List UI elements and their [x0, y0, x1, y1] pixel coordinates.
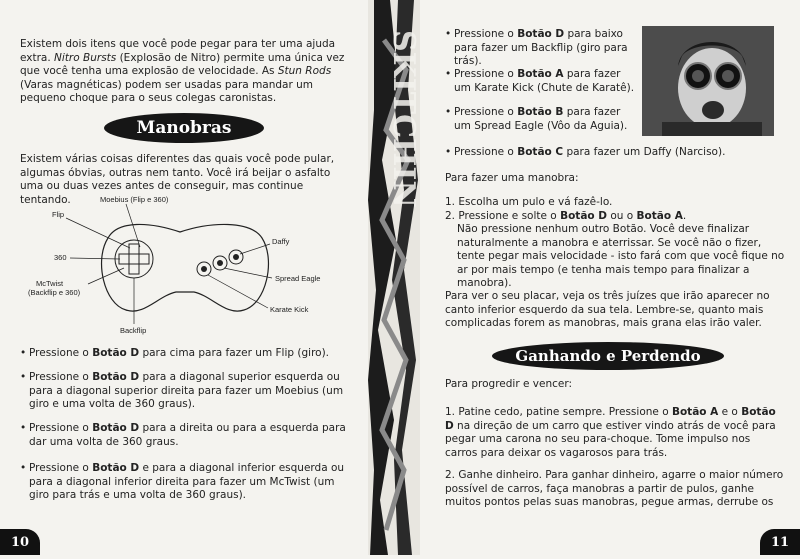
left-page — [0, 0, 368, 555]
left-bullet-3: • Pressione o Botão D para a direita ou para a esquerda para dar uma volta de 360 graus. — [20, 422, 346, 448]
label-mctwist-sub: (Backflip e 360) — [28, 288, 81, 297]
page-number-right: 11 — [760, 529, 800, 555]
label-karate-kick: Karate Kick — [270, 305, 309, 314]
right-bullet-1: • Pressione o Botão D para baixo para fazer um Backflip (giro para trás). — [445, 28, 628, 67]
win-item-2: 2. Ganhe dinheiro. Para ganhar dinheiro, agarre o maior número possível de carros, faça manobras a partir de pulos, ganhe muitos pontos pelas suas manobras, pegue armas, derrube os — [445, 469, 784, 508]
dpad-icon — [115, 240, 153, 278]
controller-body — [102, 224, 269, 311]
face-buttons — [197, 250, 243, 276]
intro-paragraph: Existem dois itens que você pode pegar para ter uma ajuda extra. Nitro Bursts (Explosão de Nitro) permite uma única vez que você tenha uma explosão de velocidade. As Stun Rods (Varas magnéticas) podem ser usadas para mandar um pequeno choque para o seus colegas caronistas. — [20, 38, 345, 104]
left-bullet-1: • Pressione o Botão D para cima para fazer um Flip (giro). — [20, 347, 330, 359]
controller-diagram — [0, 192, 368, 342]
right-bullet-2: • Pressione o Botão A para fazer um Karate Kick (Chute de Karatê). — [445, 68, 635, 94]
steps-list — [445, 196, 785, 291]
nitro-term: Nitro Bursts — [54, 51, 117, 64]
label-backflip: Backflip — [120, 326, 147, 335]
spine-graphic — [368, 0, 420, 555]
label-flip: Flip — [52, 210, 65, 219]
progredir-heading: Para progredir e vencer: — [445, 378, 573, 390]
manobras-paragraph: Existem várias coisas diferentes das quais você pode pular, algumas óbvias, outras nem tanto. Você irá beijar o asfalto uma ou duas vezes antes de conseguir, mas continue tentando. — [20, 153, 335, 206]
stun-term: Stun Rods — [277, 65, 332, 77]
spine-decoration — [368, 0, 420, 555]
label-spread-eagle: Spread Eagle — [275, 274, 321, 283]
page-number-left: 10 — [0, 529, 40, 555]
left-bullet-2: • Pressione o Botão D para a diagonal superior esquerda ou para a diagonal superior direita para fazer um Moebius (um giro e uma volta de 360 graus). — [20, 371, 344, 410]
step-1: 1. Escolha um pulo e vá fazê-lo. — [445, 196, 613, 208]
right-bullet-4: • Pressione o Botão C para fazer um Daffy (Narciso). — [445, 146, 726, 158]
manobras-banner: Manobras — [104, 113, 264, 143]
ganhando-banner: Ganhando e Perdendo — [492, 342, 724, 370]
step-2: 2. Pressione e solte o Botão D ou o Botão A. — [445, 209, 687, 222]
step-2-continued: Não pressione nenhum outro Botão. Você deve finalizar naturalmente a manobra e aterrissar. Se você não o fizer, tente pegar mais velocidade - isto fará com que você fique no ar por mais tempo (e tenha mais tempo para finalizar a manobra). — [457, 223, 785, 289]
label-moebius: Moebius (Flip e 360) — [100, 195, 169, 204]
win-item-1: 1. Patine cedo, patine sempre. Pressione o Botão A e o Botão D na direção de um carro que estiver vindo atrás de você para pegar uma carona no seu para-choque. Tome impulso nos carros para deixar os vagarosos para trás. — [445, 406, 776, 459]
right-page — [420, 0, 800, 555]
right-bullet-3: • Pressione o Botão B para fazer um Spread Eagle (Vôo da Aguia). — [445, 106, 628, 132]
para-manobra-heading: Para fazer uma manobra: — [445, 172, 579, 184]
left-bullet-4: • Pressione o Botão D e para a diagonal inferior esquerda ou para a diagonal inferior direita para fazer um McTwist (um giro para trás e uma volta de 360 graus). — [20, 462, 345, 501]
placar-paragraph: Para ver o seu placar, veja os três juízes que irão aparecer no canto inferior esquerdo da sua tela. Lembre-se, quanto mais complicadas forem as manobras, mais grana elas irão valer. — [445, 290, 770, 329]
label-mctwist: McTwist — [36, 279, 64, 288]
label-daffy: Daffy — [272, 237, 290, 246]
spine-letters: SKITCHIN — [386, 30, 420, 208]
label-360: 360 — [54, 253, 67, 262]
skater-photo — [642, 26, 774, 136]
